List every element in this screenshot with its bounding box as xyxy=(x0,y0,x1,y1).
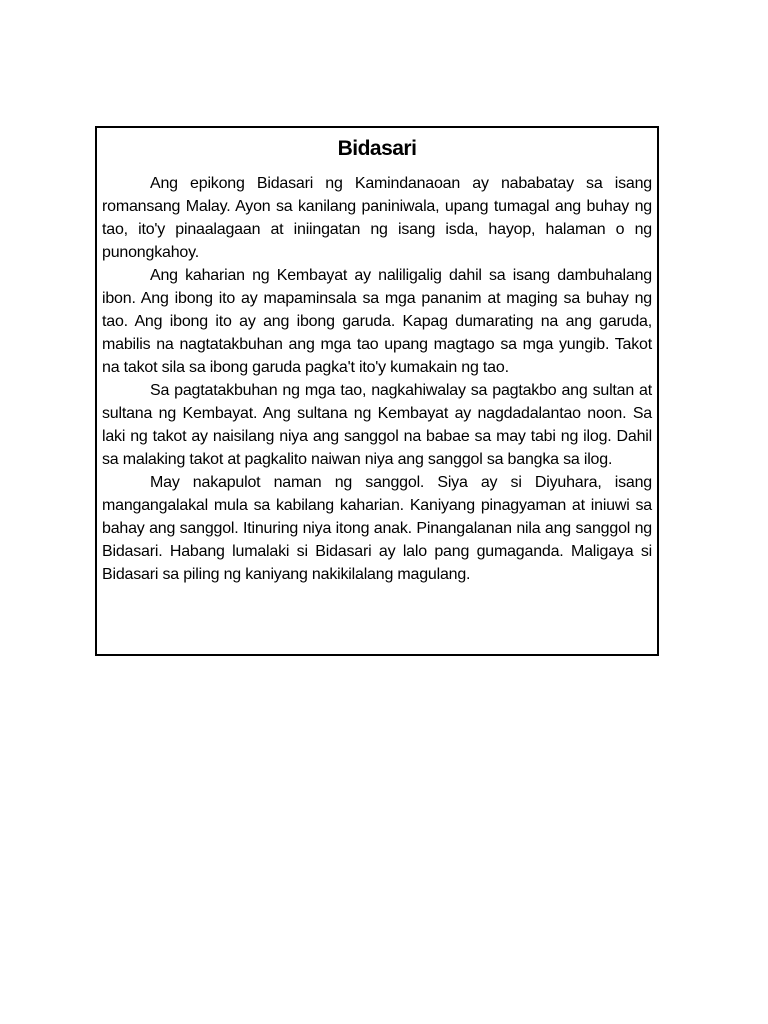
story-paragraph-4: May nakapulot naman ng sanggol. Siya ay si Diyuhara, isang mangangalakal mula sa kabilang kaharian. Kaniyang pinagyaman at iniuwi sa bahay ang sanggol. Itinuring niya itong anak. Pinangalanan nila ang sanggol ng Bidasari. Habang lumalaki si Bidasari ay lalo pang gumaganda. Maligaya si Bidasari sa piling ng kaniyang nakikilalang magulang. xyxy=(102,474,652,583)
story-title: Bidasari xyxy=(337,137,417,160)
story-box xyxy=(95,126,659,656)
story-paragraph-2: Ang kaharian ng Kembayat ay naliligalig dahil sa isang dambuhalang ibon. Ang ibong ito ay mapaminsala sa mga pananim at maging sa buhay ng tao. Ang ibong ito ay ang ibong garuda. Kapag dumarating na ang garuda, mabilis na nagtatakbuhan ang mga tao upang magtago sa mga yungib. Takot na takot sila sa ibong garuda pagka't ito'y kumakain ng tao. xyxy=(102,267,652,376)
story-paragraph-3: Sa pagtatakbuhan ng mga tao, nagkahiwalay sa pagtakbo ang sultan at sultana ng Kembayat. Ang sultana ng Kembayat ay nagdadalantao noon. Sa laki ng takot ay naisilang niya ang sanggol na babae sa may tabi ng ilog. Dahil sa malaking takot at pagkalito naiwan niya ang sanggol sa bangka sa ilog. xyxy=(102,382,652,468)
story-paragraph-1: Ang epikong Bidasari ng Kamindanaoan ay nababatay sa isang romansang Malay. Ayon sa kanilang paniniwala, upang tumagal ang buhay ng tao, ito'y pinaalagaan at iniingatan ng isang isda, hayop, halaman o ng punongkahoy. xyxy=(102,175,652,261)
